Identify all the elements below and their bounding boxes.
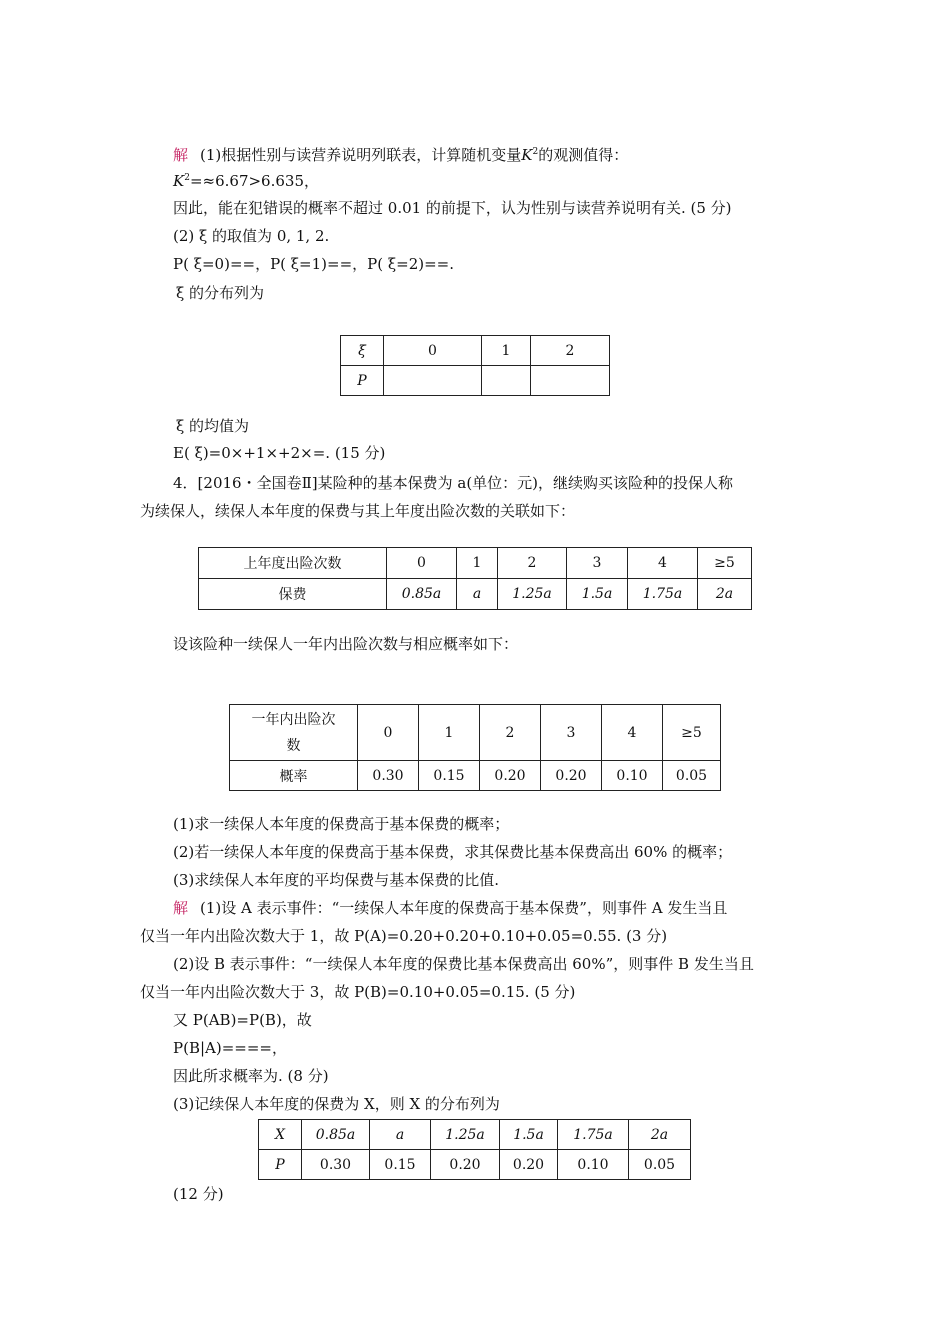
table-cell: 0.85a bbox=[387, 579, 457, 610]
table-row bbox=[259, 1120, 691, 1150]
table-cell: 1.25a bbox=[431, 1120, 500, 1150]
table-cell: 0.10 bbox=[558, 1150, 629, 1180]
table-cell: 1.5a bbox=[567, 579, 628, 610]
table-cell: 4 bbox=[628, 548, 698, 579]
table-row bbox=[230, 761, 721, 791]
table-cell: 2a bbox=[629, 1120, 691, 1150]
solution-4-line-8: (3)记续保人本年度的保费为 X，则 X 的分布列为 bbox=[173, 1095, 500, 1113]
table-cell: 0 bbox=[358, 705, 419, 761]
table-cell: 1 bbox=[419, 705, 480, 761]
table-cell: 0.20 bbox=[500, 1150, 558, 1180]
table-cell: 2 bbox=[531, 336, 610, 366]
probability-table bbox=[229, 704, 721, 791]
table-cell bbox=[531, 366, 610, 396]
probability-intro: 设该险种一续保人一年内出险次数与相应概率如下： bbox=[173, 635, 519, 653]
table-cell: 0.85a bbox=[302, 1120, 370, 1150]
table-cell: ≥5 bbox=[663, 705, 721, 761]
table-cell: 0.20 bbox=[431, 1150, 500, 1180]
table-cell: P bbox=[259, 1150, 302, 1180]
table-cell: 保费 bbox=[199, 579, 387, 610]
table-cell: X bbox=[259, 1120, 302, 1150]
table-cell bbox=[482, 366, 531, 396]
question-2: (2)若一续保人本年度的保费高于基本保费，求其保费比基本保费高出 60% 的概率； bbox=[173, 843, 733, 861]
question-3: (3)求续保人本年度的平均保费与基本保费的比值. bbox=[173, 871, 500, 889]
solution-4-line-3: (2)设 B 表示事件：“一续保人本年度的保费比基本保费高出 60%”，则事件 B 发生当且 bbox=[173, 955, 754, 973]
table-cell: 0.20 bbox=[541, 761, 602, 791]
table-cell: 2a bbox=[698, 579, 752, 610]
table-cell: 3 bbox=[541, 705, 602, 761]
solution-4-line-1: 解 (1)设 A 表示事件：“一续保人本年度的保费高于基本保费”，则事件 A 发生当且 bbox=[173, 899, 728, 917]
table-cell: 2 bbox=[498, 548, 567, 579]
table-row bbox=[199, 548, 752, 579]
x-distribution-table bbox=[258, 1119, 691, 1180]
table-row bbox=[259, 1150, 691, 1180]
table-cell: 上年度出险次数 bbox=[199, 548, 387, 579]
table-cell: 0.15 bbox=[419, 761, 480, 791]
table-cell: 1.5a bbox=[500, 1120, 558, 1150]
table-cell: 概率 bbox=[230, 761, 358, 791]
solution-4-line-6: P(B|A)====， bbox=[173, 1039, 287, 1057]
premium-table bbox=[198, 547, 752, 610]
table-cell: 4 bbox=[602, 705, 663, 761]
problem-4-line-2: 为续保人，续保人本年度的保费与其上年度出险次数的关联如下： bbox=[140, 502, 576, 520]
solution-4-line-4: 仅当一年内出险次数大于 3，故 P(B)=0.10+0.05=0.15. (5 分) bbox=[140, 983, 576, 1001]
solution-4-line-5: 又 P(AB)=P(B)，故 bbox=[173, 1011, 312, 1029]
table-cell: 1 bbox=[482, 336, 531, 366]
xi-distribution-table bbox=[340, 335, 610, 396]
table-cell: ≥5 bbox=[698, 548, 752, 579]
table-cell: a bbox=[370, 1120, 431, 1150]
solution-4-line-2: 仅当一年内出险次数大于 1，故 P(A)=0.20+0.20+0.10+0.05=0.55. (3 分) bbox=[140, 927, 668, 945]
table-cell: 2 bbox=[480, 705, 541, 761]
table-cell: 0 bbox=[387, 548, 457, 579]
table-row bbox=[199, 579, 752, 610]
table-cell: 1.75a bbox=[558, 1120, 629, 1150]
table-row bbox=[230, 705, 721, 761]
table-cell: P bbox=[341, 366, 384, 396]
table-row bbox=[341, 366, 610, 396]
table-cell: 1 bbox=[457, 548, 498, 579]
conclusion-line: 因此，能在犯错误的概率不超过 0.01 的前提下，认为性别与读营养说明有关. (5 分) bbox=[173, 199, 732, 217]
mean-heading: ξ 的均值为 bbox=[176, 417, 250, 435]
question-1: (1)求一续保人本年度的保费高于基本保费的概率； bbox=[173, 815, 510, 833]
problem-4-line-1: 4．[2016・全国卷Ⅱ]某险种的基本保费为 a(单位：元)，继续购买该险种的投保人称 bbox=[173, 474, 734, 492]
table-cell: 0.15 bbox=[370, 1150, 431, 1180]
solution-line-1: 解 (1)根据性别与读营养说明列联表，计算随机变量$K^2$的观测值得： bbox=[173, 146, 629, 164]
xi-values-line: (2) ξ 的取值为 0, 1, 2. bbox=[173, 227, 330, 245]
table-cell: 一年内出险次 数 bbox=[230, 705, 358, 761]
table-cell: ξ bbox=[341, 336, 384, 366]
points-note: (12 分) bbox=[173, 1185, 224, 1203]
table-cell: 3 bbox=[567, 548, 628, 579]
table-cell: 0.20 bbox=[480, 761, 541, 791]
table-cell: 0.30 bbox=[358, 761, 419, 791]
solution-marker: 解 bbox=[173, 899, 189, 917]
chi-square-value: $K^2=\approx 6.67>6.635$， bbox=[173, 172, 319, 190]
table-cell: 0 bbox=[384, 336, 482, 366]
table-row bbox=[341, 336, 610, 366]
table-cell: 0.05 bbox=[629, 1150, 691, 1180]
table-cell: 1.25a bbox=[498, 579, 567, 610]
xi-probabilities-line: P( ξ=0)==，P( ξ=1)==，P( ξ=2)==. bbox=[173, 255, 454, 273]
mean-formula: E( ξ)=0×+1×+2×=. (15 分) bbox=[173, 444, 386, 462]
distribution-heading: ξ 的分布列为 bbox=[176, 284, 265, 302]
table-cell: a bbox=[457, 579, 498, 610]
table-cell bbox=[384, 366, 482, 396]
solution-marker: 解 bbox=[173, 146, 189, 164]
solution-4-line-7: 因此所求概率为. (8 分) bbox=[173, 1067, 329, 1085]
table-cell: 0.30 bbox=[302, 1150, 370, 1180]
table-cell: 0.05 bbox=[663, 761, 721, 791]
table-cell: 1.75a bbox=[628, 579, 698, 610]
table-cell: 0.10 bbox=[602, 761, 663, 791]
